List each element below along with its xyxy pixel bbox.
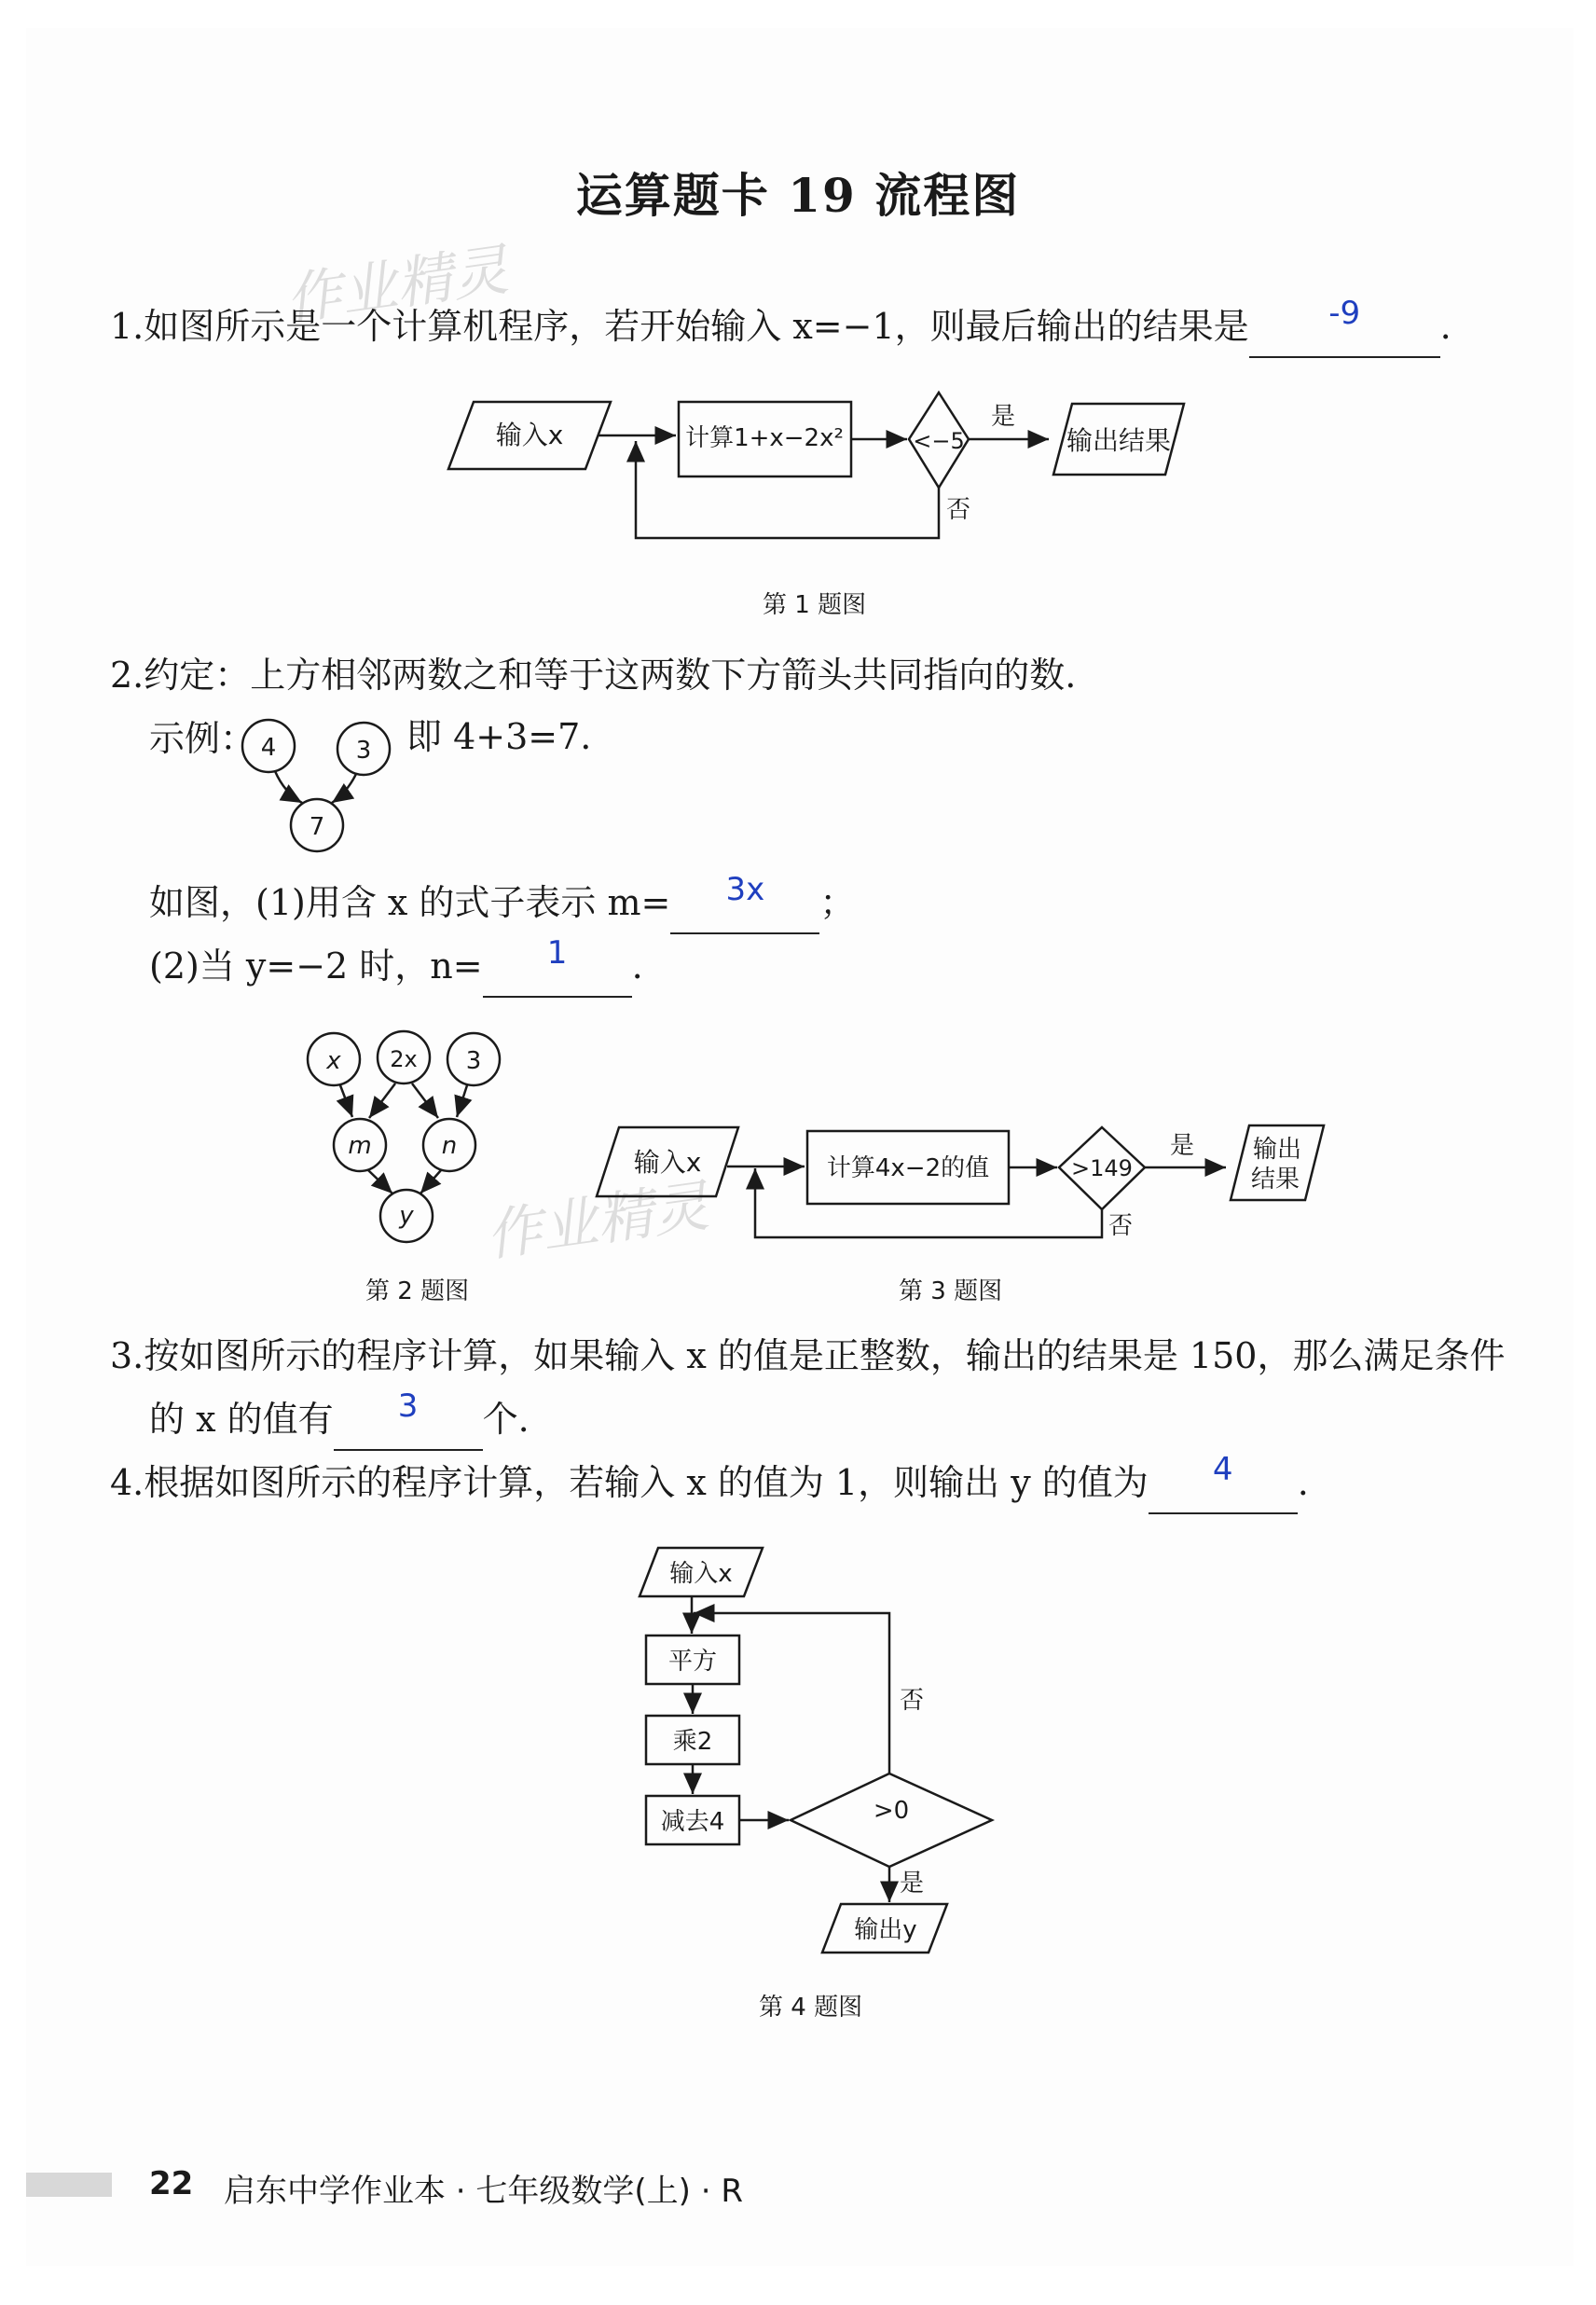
question-number: 2.: [110, 655, 144, 696]
page-number: 22: [149, 2165, 194, 2202]
question-3-line-2: 的 x 的值有 3 个.: [149, 1397, 530, 1445]
compute-label: 计算1+x−2x²: [685, 424, 844, 452]
caption-q3: 第 3 题图: [899, 1277, 1003, 1305]
output-label: 输出结果: [1066, 425, 1172, 456]
condition-label: <−5: [913, 428, 965, 454]
output-label-line2: 结果: [1250, 1166, 1300, 1194]
input-label: 输入x: [669, 1560, 733, 1588]
question-text: 根据如图所示的程序计算，若输入 x 的值为 1，则输出 y 的值为: [144, 1462, 1149, 1503]
tree-diagram-q2: [298, 1026, 522, 1249]
flowchart-q4: [615, 1539, 1025, 1967]
compute-label: 计算4x−2的值: [826, 1154, 990, 1182]
answer: 4: [1212, 1451, 1233, 1488]
question-text: 按如图所示的程序计算，如果输入 x 的值是正整数，输出的结果是 150，那么满足条件: [144, 1335, 1506, 1376]
question-2: [110, 653, 1076, 697]
tree-node-2x: 2x: [390, 1046, 418, 1072]
step-label: 乘2: [672, 1728, 713, 1756]
question-1: 1.如图所示是一个计算机程序，若开始输入 x=−1，则最后输出的结果是 -9 .: [110, 304, 1452, 352]
yes-label: 是: [990, 403, 1016, 431]
question-4: 4.根据如图所示的程序计算，若输入 x 的值为 1，则输出 y 的值为 4 .: [110, 1460, 1309, 1509]
condition-label: >0: [873, 1797, 910, 1825]
tree-node-m: m: [348, 1132, 372, 1160]
footer-bar: [26, 2173, 112, 2197]
question-number: 4.: [110, 1462, 144, 1503]
output-label-line1: 输出: [1252, 1136, 1302, 1164]
caption-q4: 第 4 题图: [759, 1994, 863, 2022]
answer-blank[interactable]: [483, 934, 632, 998]
question-number: 1.: [110, 306, 144, 347]
no-label: 否: [945, 496, 971, 524]
flowchart-q1: [438, 378, 1231, 559]
book-title: 启东中学作业本 · 七年级数学(上) · R: [224, 2173, 743, 2210]
example-node: 4: [260, 734, 277, 762]
example-label: 示例：: [149, 718, 256, 759]
question-2-part-1: 如图，(1)用含 x 的式子表示 m= 3x ；: [149, 880, 855, 929]
caption-q1: 第 1 题图: [763, 591, 867, 619]
tree-node-x: x: [326, 1047, 341, 1075]
watermark: 作业精灵: [481, 1173, 713, 1270]
question-text: 约定：上方相邻两数之和等于这两数下方箭头共同指向的数.: [144, 655, 1077, 696]
no-label: 否: [899, 1687, 925, 1715]
answer-blank[interactable]: [1149, 1451, 1298, 1514]
answer-blank[interactable]: [1249, 295, 1440, 358]
answer-blank[interactable]: [670, 871, 819, 934]
yes-label: 是: [899, 1870, 925, 1898]
tree-node-n: n: [441, 1132, 458, 1160]
example-node: 3: [355, 737, 372, 765]
question-text: 如图所示是一个计算机程序，若开始输入 x=−1，则最后输出的结果是: [144, 306, 1249, 347]
output-label: 输出y: [854, 1916, 917, 1944]
no-label: 否: [1108, 1212, 1134, 1240]
example-text: 即 4+3=7.: [406, 716, 592, 757]
caption-q2: 第 2 题图: [365, 1277, 470, 1305]
step-label: 平方: [667, 1648, 718, 1676]
tree-node-3: 3: [465, 1047, 482, 1075]
input-label: 输入x: [633, 1147, 702, 1178]
answer-blank[interactable]: [334, 1387, 483, 1451]
flowchart-q3: [578, 1114, 1342, 1254]
answer: -9: [1328, 295, 1361, 332]
question-2-part-2: (2)当 y=−2 时，n= 1 .: [149, 944, 643, 992]
example-node: 7: [309, 813, 325, 841]
page-title: 运算题卡 19 流程图: [575, 168, 1021, 223]
tree-node-y: y: [399, 1202, 414, 1230]
input-label: 输入x: [495, 420, 564, 450]
question-3: [110, 1333, 1505, 1378]
watermark: 作业精灵: [281, 237, 513, 334]
yes-label: 是: [1169, 1132, 1195, 1160]
question-number: 3.: [110, 1335, 144, 1376]
condition-label: >149: [1071, 1155, 1133, 1181]
answer: 3x: [725, 871, 765, 908]
example-tree: [233, 704, 420, 863]
step-label: 减去4: [660, 1808, 725, 1836]
answer: 3: [397, 1387, 419, 1425]
answer: 1: [546, 934, 568, 972]
